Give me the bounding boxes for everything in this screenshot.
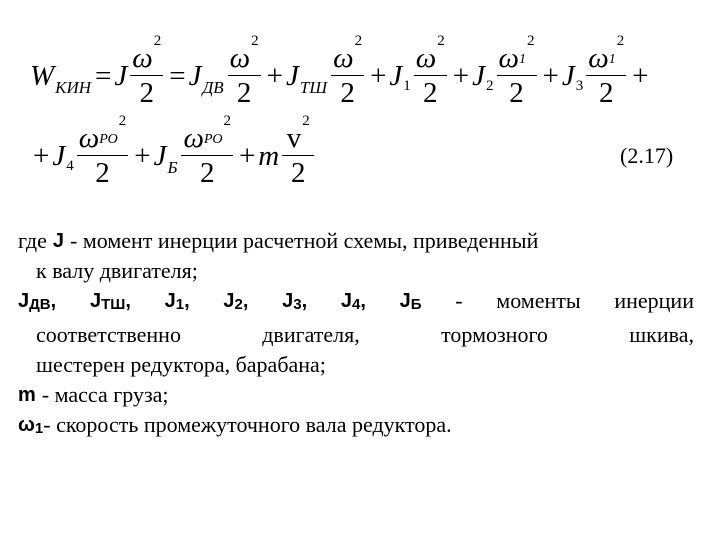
legend-line-j [18, 226, 694, 256]
j-b-symbol: $J_Б$ [399, 290, 422, 313]
ro-subscript: РО [99, 132, 118, 147]
denominator: 2 [291, 157, 306, 189]
subscript-1: 1 [403, 77, 411, 94]
plus-sign: + [370, 59, 387, 92]
j-description-cont: к валу двигателя; [36, 258, 198, 283]
omega-symbol: ω [183, 122, 204, 154]
omega-subscript: 1 [519, 52, 526, 67]
exponent: 2 [354, 33, 363, 49]
fraction-omega-sq [331, 33, 364, 109]
denominator: 2 [139, 77, 154, 109]
exponent: 2 [223, 113, 231, 129]
term-j4 [52, 113, 131, 189]
plus-sign: + [238, 139, 256, 172]
denominator: 2 [199, 157, 215, 189]
legend-line-respectively [18, 320, 694, 350]
omega-symbol: ω [415, 42, 437, 74]
gears-drum-text: шестерен редуктора, барабана; [36, 352, 326, 377]
equals-sign: = [95, 59, 112, 92]
omega-subscript: 1 [608, 52, 616, 67]
plus-sign: + [632, 59, 649, 92]
plus-sign: + [33, 139, 50, 172]
fraction-omega-ro-sq [77, 113, 128, 189]
fraction-omega-sq [228, 33, 261, 109]
formula-line-1 [30, 33, 652, 112]
j1-symbol: $J_1$, [164, 290, 190, 313]
ro-subscript: РО [203, 132, 223, 147]
plus-sign: + [542, 59, 559, 92]
word-brake: тормозного [441, 322, 548, 347]
m-symbol: m [258, 139, 280, 172]
tsh-subscript: ТШ [299, 78, 328, 97]
legend-line-gears [18, 350, 694, 380]
legend-line-mass [18, 380, 694, 410]
term-m [258, 113, 317, 189]
equation-number: (2.17) [620, 143, 674, 168]
exponent: 2 [437, 33, 445, 49]
exponent: 2 [616, 33, 625, 49]
legend-line-omega [18, 410, 694, 444]
equals-sign: = [169, 59, 186, 92]
j-symbol: J [561, 59, 575, 92]
fraction-omega-ro-sq [181, 113, 232, 189]
exponent: 2 [118, 113, 127, 129]
subscript-4: 4 [66, 157, 74, 174]
j-symbol: J [153, 139, 167, 172]
word-pulley: шкива, [629, 322, 694, 347]
j3-symbol: $J_3$, [282, 290, 308, 313]
term-j-dv [188, 33, 264, 109]
j-symbol: J [286, 59, 299, 92]
omega-symbol: ω [588, 42, 609, 74]
denominator: 2 [423, 77, 438, 109]
legend-line-moments [18, 286, 694, 320]
j-symbol: J [389, 59, 403, 92]
fraction-omega1-sq [497, 33, 537, 109]
exponent: 2 [527, 33, 535, 49]
j-symbol: J [188, 59, 202, 92]
omega-symbol: ω [78, 122, 100, 154]
word-moments: моменты [496, 288, 581, 313]
where-word: где [18, 228, 47, 253]
dash: - [455, 288, 463, 313]
m-symbol: m [18, 384, 36, 406]
exponent: 2 [251, 33, 259, 49]
denominator: 2 [340, 77, 355, 109]
j-dv-symbol: $J_{ДВ}$, [18, 290, 57, 313]
j-description: - момент инерции расчетной схемы, приведенный [70, 228, 539, 253]
mass-description: - масса груза; [41, 382, 169, 407]
word-respectively: соответственно [36, 322, 181, 347]
denominator: 2 [509, 77, 524, 109]
plus-sign: + [266, 59, 284, 92]
j-symbol: J [52, 139, 66, 172]
subscript-3: 3 [575, 77, 584, 94]
term-j1 [389, 33, 449, 109]
subscript-2: 2 [486, 77, 494, 94]
omega-symbol: ω [498, 42, 519, 74]
j4-symbol: $J_4$, [340, 290, 366, 313]
term-j-tsh [286, 33, 367, 109]
term-j-b [153, 113, 236, 189]
term-j [114, 33, 166, 109]
legend-line-j-cont [18, 256, 694, 286]
w-symbol: W [30, 59, 55, 92]
omega-description: - скорость промежуточного вала редуктора. [43, 412, 452, 437]
j-symbol: J [114, 59, 128, 92]
exponent: 2 [302, 113, 310, 129]
omega-symbol: ω [132, 42, 153, 74]
formula-line-2 [30, 113, 317, 192]
omega1-symbol: $\omega_1$ [18, 414, 44, 437]
omega-symbol: ω [229, 42, 251, 74]
term-j3 [561, 33, 629, 109]
omega-symbol: ω [333, 42, 354, 74]
v-symbol: v [286, 122, 302, 154]
j-symbol: J [472, 59, 486, 92]
fraction-v-sq [282, 113, 314, 189]
j2-symbol: $J_2$, [223, 290, 249, 313]
denominator: 2 [236, 77, 252, 109]
j-tsh-symbol: $J_{ТШ}$, [89, 290, 131, 313]
fraction-omega-sq [130, 33, 163, 109]
fraction-omega-sq [414, 33, 447, 109]
legend [18, 226, 694, 444]
fraction-omega1-sq [586, 33, 626, 109]
denominator: 2 [95, 157, 110, 189]
kin-subscript: КИН [55, 78, 92, 97]
dv-subscript: ДВ [202, 78, 224, 97]
plus-sign: + [452, 59, 470, 92]
word-inertia: инерции [614, 288, 694, 313]
exponent: 2 [153, 33, 162, 49]
kinetic-energy-symbol [30, 59, 92, 97]
word-motor: двигателя, [262, 322, 360, 347]
denominator: 2 [598, 77, 614, 109]
b-subscript: Б [167, 158, 178, 177]
j-symbol: J [52, 230, 65, 252]
term-j2 [472, 33, 539, 109]
plus-sign: + [134, 139, 151, 172]
